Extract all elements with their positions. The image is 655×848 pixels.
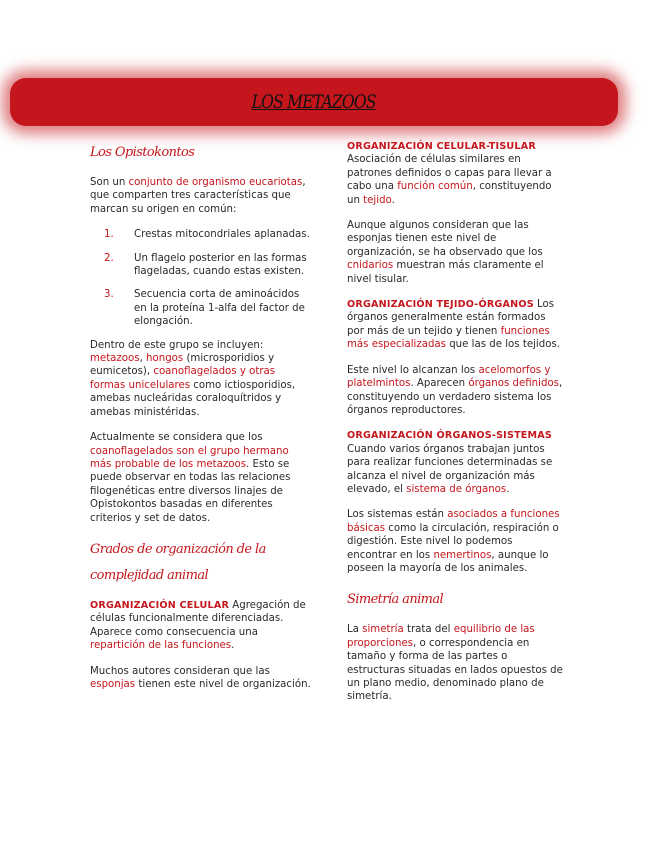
- sistemas-paragraph: Los sistemas están asociados a funciones básicas como la circulación, respiración o digestión. Este nivel lo podemos encontrar en los nemertinos, aunque lo poseen la mayoría de los animales.: [347, 509, 560, 574]
- list-item: 1. Crestas mitocondriales aplanadas.: [104, 229, 310, 241]
- right-column: [347, 140, 565, 716]
- cnidarios-paragraph: Aunque algunos consideran que las esponjas tienen este nivel de organización, se ha observado que los cnidarios muestran más claramente el nivel tisular.: [347, 220, 544, 285]
- simetria-paragraph: La simetría trata del equilibrio de las proporciones, o correspondencia en tamaño y forma de las partes o estructuras situadas en lados opuestos de un plano medio, denominado plano de simetría.: [347, 624, 563, 703]
- page-title: LOS METAZOOS: [251, 91, 377, 113]
- list-item: 3. Secuencia corta de aminoácidos en la proteína 1-alfa del factor de elongación.: [104, 289, 305, 328]
- organos-sistemas-paragraph: ORGANIZACIÓN ÓRGANOS-SISTEMAS Cuando varios órganos trabajan juntos para realizar funciones determinadas se alcanza el nivel de organización más elevado, el sistema de órganos.: [347, 430, 553, 495]
- celular-tisular-paragraph: ORGANIZACIÓN CELULAR-TISULAR Asociación de células similares en patrones definidos o capas para llevar a cabo una función común, constituyendo un tejido.: [347, 141, 552, 206]
- sister-group-paragraph: Actualmente se considera que los coanoflagelados son el grupo hermano más probable de los metazoos. Esto se puede observar en todas las relaciones filogenéticas entre diversos linajes de Opistokontos basadas en diferentes criterios y set de datos.: [90, 432, 291, 524]
- title-banner: [10, 78, 618, 126]
- characteristics-list: [90, 228, 312, 328]
- intro-paragraph: Son un conjunto de organismo eucariotas, que comparten tres características que marcan su origen en común:: [90, 177, 306, 215]
- heading-grados: Grados de organización de la complejidad animal: [90, 541, 266, 583]
- list-item: 2. Un flagelo posterior en las formas flageladas, cuando estas existen.: [104, 252, 307, 278]
- celular-paragraph: ORGANIZACIÓN CELULAR Agregación de células funcionalmente diferenciadas. Aparece como consecuencia una repartición de las funciones.: [90, 599, 306, 652]
- tejido-organos-paragraph: ORGANIZACIÓN TEJIDO-ÓRGANOS Los órganos generalmente están formados por más de un tejido y tienen funciones más especializadas que las de los tejidos.: [347, 299, 561, 351]
- groups-paragraph: Dentro de este grupo se incluyen: metazoos, hongos (microsporidios y eumicetos), coanoflagelados y otras formas unicelulares como ictiosporidios, amebas nucleáridas coraloquítridos y amebas ministéridas.: [90, 339, 296, 418]
- heading-simetria: Simetría animal: [347, 592, 444, 608]
- acelomorfos-paragraph: Este nivel lo alcanzan los acelomorfos y platelmintos. Aparecen órganos definidos, constituyendo un verdadero sistema los órganos reproductores.: [347, 364, 563, 416]
- left-column: [90, 140, 312, 703]
- esponjas-paragraph: Muchos autores consideran que las esponjas tienen este nivel de organización.: [90, 665, 311, 690]
- heading-opistokontos: Los Opistokontos: [90, 145, 195, 160]
